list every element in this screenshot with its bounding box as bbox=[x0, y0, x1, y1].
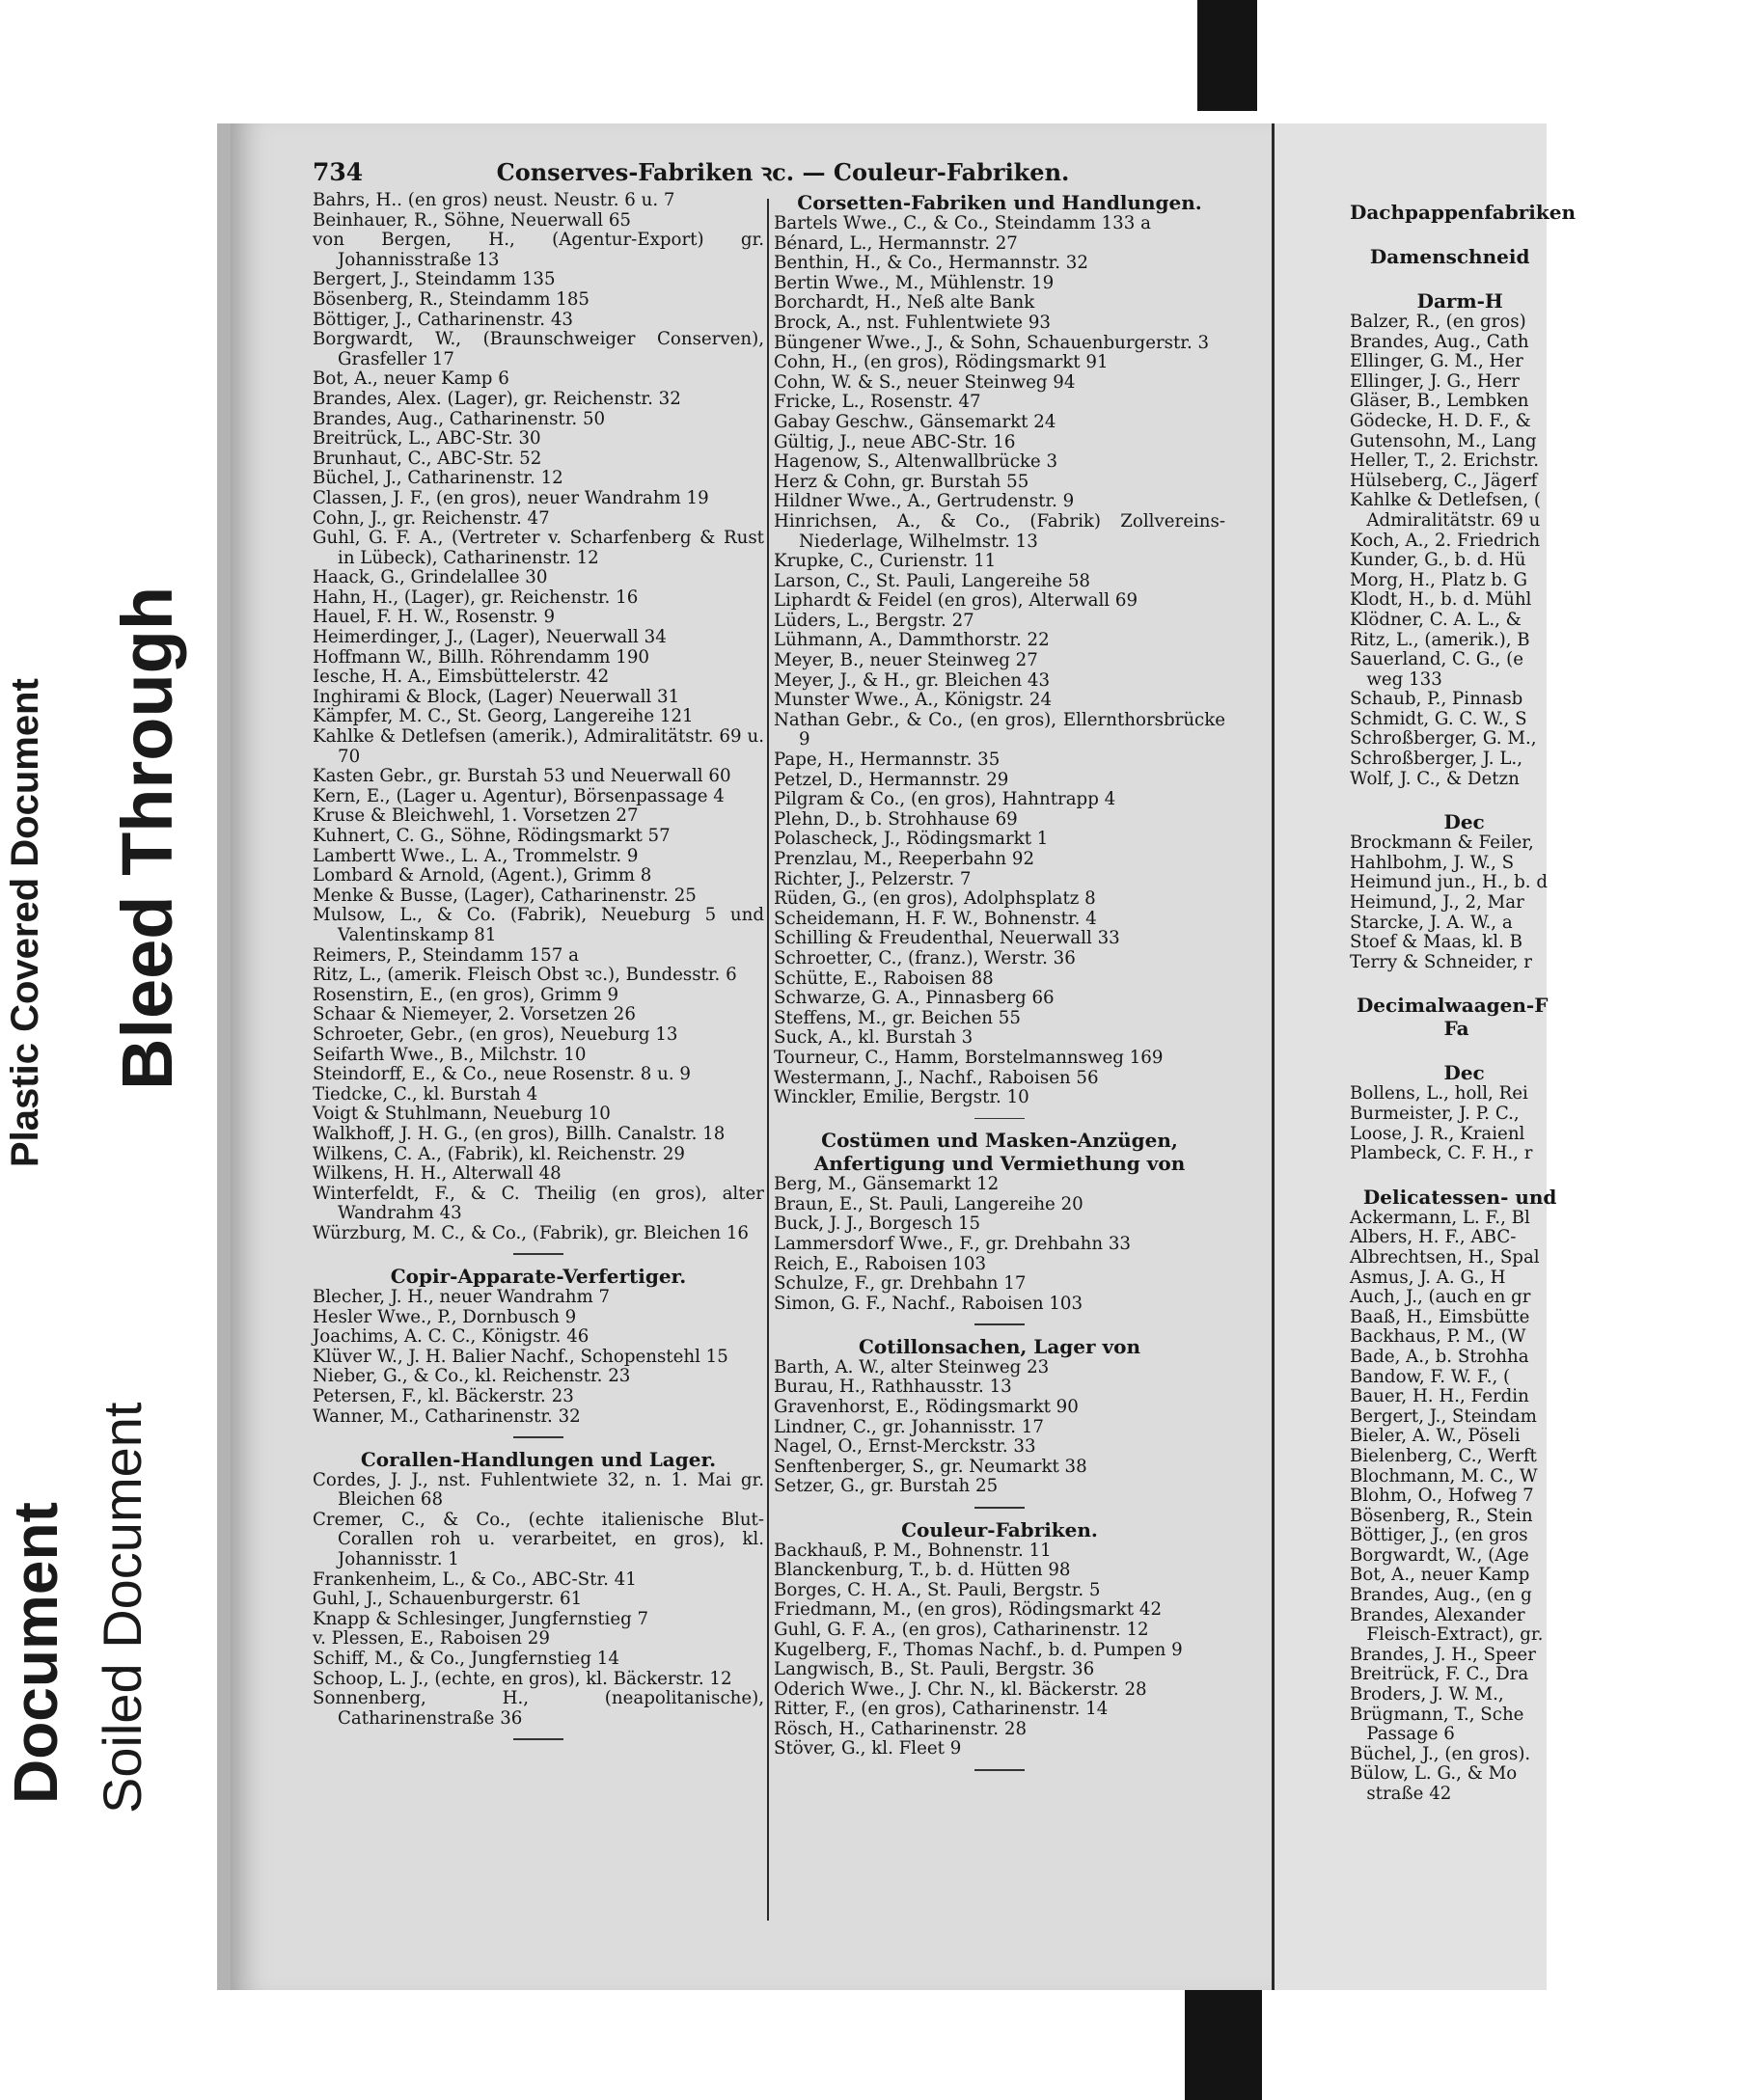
label-document: Document bbox=[1, 1502, 70, 1804]
directory-entry: Cohn, H., (en gros), Rödingsmarkt 91 bbox=[774, 352, 1109, 373]
facing-entry: Brandes, Aug., Cath bbox=[1350, 331, 1529, 352]
facing-entry: Borgwardt, W., (Age bbox=[1350, 1544, 1529, 1566]
label-bleed-through: Bleed Through bbox=[107, 586, 187, 1090]
facing-entry: Bösenberg, R., Stein bbox=[1350, 1505, 1533, 1526]
facing-entry: Passage 6 bbox=[1350, 1724, 1455, 1745]
directory-entry: Lambertt Wwe., L. A., Trommelstr. 9 bbox=[313, 845, 639, 866]
directory-entry: v. Plessen, E., Raboisen 29 bbox=[313, 1628, 550, 1650]
section-divider bbox=[974, 1323, 1025, 1325]
facing-entry: Hülseberg, C., Jägerf bbox=[1350, 470, 1538, 491]
directory-entry: Kuhnert, C. G., Söhne, Rödingsmarkt 57 bbox=[313, 826, 671, 846]
directory-entry: Simon, G. F., Nachf., Raboisen 103 bbox=[774, 1293, 1083, 1314]
directory-entry: Lüders, L., Bergstr. 27 bbox=[774, 610, 974, 631]
facing-entry: Kunder, G., b. d. Hü bbox=[1350, 550, 1526, 571]
directory-entry: Nieber, G., & Co., kl. Reichenstr. 23 bbox=[313, 1366, 631, 1387]
directory-entry: Burau, H., Rathhausstr. 13 bbox=[774, 1377, 1012, 1398]
facing-entry: Breitrück, F. C., Dra bbox=[1350, 1664, 1529, 1685]
directory-entry: Hauel, F. H. W., Rosenstr. 9 bbox=[313, 607, 556, 628]
facing-entry: Böttiger, J., (en gros bbox=[1350, 1525, 1528, 1546]
facing-section-heading: Darm-H bbox=[1350, 289, 1503, 313]
facing-entry: Gläser, B., Lembken bbox=[1350, 391, 1529, 412]
directory-entry: Meyer, J., & H., gr. Bleichen 43 bbox=[774, 669, 1051, 691]
facing-entry: Brügmann, T., Sche bbox=[1350, 1704, 1524, 1725]
directory-entry: Scheidemann, H. F. W., Bohnenstr. 4 bbox=[774, 908, 1097, 929]
directory-entry: Sonnenberg, H., (neapolitanische), Catharinenstraße 36 bbox=[313, 1688, 764, 1729]
directory-entry: Gabay Geschw., Gänsemarkt 24 bbox=[774, 411, 1056, 432]
section-divider bbox=[513, 1253, 563, 1255]
page-number: 734 bbox=[313, 157, 364, 186]
facing-entry: Hahlbohm, J. W., S bbox=[1350, 852, 1515, 873]
facing-entry: Brandes, Aug., (en g bbox=[1350, 1585, 1532, 1606]
directory-entry: Kern, E., (Lager u. Agentur), Börsenpassage 4 bbox=[313, 785, 725, 806]
facing-entry: Terry & Schneider, r bbox=[1350, 951, 1532, 972]
facing-entry: Bülow, L. G., & Mo bbox=[1350, 1763, 1518, 1785]
directory-entry: Inghirami & Block, (Lager) Neuerwall 31 bbox=[313, 686, 680, 707]
facing-entry: Ellinger, J. G., Herr bbox=[1350, 370, 1520, 392]
directory-entry: Polascheck, J., Rödingsmarkt 1 bbox=[774, 829, 1049, 850]
facing-entry: Ellinger, G. M., Her bbox=[1350, 351, 1523, 372]
directory-entry: Rösch, H., Catharinenstr. 28 bbox=[774, 1718, 1028, 1739]
directory-entry: Lühmann, A., Dammthorstr. 22 bbox=[774, 630, 1050, 651]
spacer bbox=[1350, 268, 1755, 289]
facing-page-content bbox=[1350, 201, 1755, 1805]
directory-entry: Cordes, J. J., nst. Fuhlentwiete 32, n. 1. Mai gr. Bleichen 68 bbox=[313, 1469, 764, 1511]
label-soiled-document: Soiled Document bbox=[92, 1402, 152, 1814]
page-edge-bottom bbox=[1185, 1979, 1262, 2100]
directory-entry: Larson, C., St. Pauli, Langereihe 58 bbox=[774, 570, 1091, 591]
spacer bbox=[1350, 224, 1755, 245]
facing-entry: Heimund jun., H., b. d bbox=[1350, 872, 1549, 893]
section-divider bbox=[974, 1118, 1025, 1120]
facing-section-heading: Dachpappenfabriken bbox=[1350, 201, 1577, 224]
directory-entry: Pilgram & Co., (en gros), Hahntrapp 4 bbox=[774, 789, 1116, 810]
directory-entry: Buck, J. J., Borgesch 15 bbox=[774, 1214, 981, 1235]
label-plastic-covered: Plastic Covered Document bbox=[4, 678, 46, 1167]
directory-entry: Büchel, J., Catharinenstr. 12 bbox=[313, 468, 563, 489]
directory-entry: Classen, J. F., (en gros), neuer Wandrahm 19 bbox=[313, 487, 709, 508]
directory-entry: Bot, A., neuer Kamp 6 bbox=[313, 368, 509, 390]
directory-entry: Backhauß, P. M., Bohnenstr. 11 bbox=[774, 1540, 1052, 1561]
facing-entry: Bade, A., b. Strohha bbox=[1350, 1346, 1529, 1367]
directory-entry: Kahlke & Detlefsen (amerik.), Admiralitätstr. 69 u. 70 bbox=[313, 726, 764, 767]
facing-entry: Ritz, L., (amerik.), B bbox=[1350, 629, 1530, 650]
directory-entry: Guhl, G. F. A., (Vertreter v. Scharfenberg & Rust in Lübeck), Catharinenstr. 12 bbox=[313, 528, 764, 568]
directory-entry: Schoop, L. J., (echte, en gros), kl. Bäckerstr. 12 bbox=[313, 1668, 732, 1689]
spacer bbox=[1350, 1164, 1755, 1186]
facing-entry: Balzer, R., (en gros) bbox=[1350, 312, 1526, 332]
directory-entry: Cohn, J., gr. Reichenstr. 47 bbox=[313, 507, 550, 529]
directory-entry: Kruse & Bleichwehl, 1. Vorsetzen 27 bbox=[313, 805, 639, 827]
directory-entry: Senftenberger, S., gr. Neumarkt 38 bbox=[774, 1456, 1087, 1477]
directory-entry: Haack, G., Grindelallee 30 bbox=[313, 567, 548, 588]
directory-entry: Böttiger, J., Catharinenstr. 43 bbox=[313, 309, 574, 330]
directory-entry: Rosenstirn, E., (en gros), Grimm 9 bbox=[313, 984, 619, 1005]
running-title: Conserves-Fabriken ꝛc. — Couleur-Fabriken. bbox=[496, 157, 1070, 186]
section-heading: Corallen-Handlungen und Lager. bbox=[360, 1447, 717, 1471]
directory-entry: Reich, E., Raboisen 103 bbox=[774, 1253, 987, 1274]
directory-entry: Mulsow, L., & Co. (Fabrik), Neueburg 5 und Valentinskamp 81 bbox=[313, 905, 764, 945]
facing-entry: Bieler, A. W., Pöseli bbox=[1350, 1426, 1521, 1447]
directory-entry: Kasten Gebr., gr. Burstah 53 und Neuerwall 60 bbox=[313, 766, 731, 787]
facing-entry: Wolf, J. C., & Detzn bbox=[1350, 768, 1520, 789]
spacer bbox=[1350, 1040, 1755, 1061]
facing-entry: Klödner, C. A. L., & bbox=[1350, 609, 1522, 630]
facing-section-heading: Dec bbox=[1350, 810, 1485, 834]
directory-entry: Tourneur, C., Hamm, Borstelmannsweg 169 bbox=[774, 1047, 1164, 1068]
directory-entry: Lammersdorf Wwe., F., gr. Drehbahn 33 bbox=[774, 1234, 1131, 1254]
directory-entry: Guhl, J., Schauenburgerstr. 61 bbox=[313, 1589, 583, 1610]
facing-entry: weg 133 bbox=[1350, 668, 1442, 690]
directory-entry: Winterfeldt, F., & C. Theilig (en gros), alter Wandrahm 43 bbox=[313, 1183, 764, 1224]
directory-entry: Beinhauer, R., Söhne, Neuerwall 65 bbox=[313, 209, 631, 231]
facing-entry: Heller, T., 2. Erichstr. bbox=[1350, 450, 1540, 472]
directory-entry: Herz & Cohn, gr. Burstah 55 bbox=[774, 471, 1029, 492]
directory-entry: Brandes, Aug., Catharinenstr. 50 bbox=[313, 408, 606, 429]
directory-entry: Frankenheim, L., & Co., ABC-Str. 41 bbox=[313, 1568, 637, 1590]
facing-entry: Büchel, J., (en gros). bbox=[1350, 1743, 1531, 1764]
directory-entry: Westermann, J., Nachf., Raboisen 56 bbox=[774, 1067, 1099, 1088]
section-divider bbox=[513, 1738, 563, 1740]
spacer bbox=[1350, 789, 1755, 810]
facing-entry: Schmidt, G. C. W., S bbox=[1350, 708, 1527, 729]
facing-entry: Heimund, J., 2, Mar bbox=[1350, 892, 1524, 914]
directory-entry: Hoffmann W., Billh. Röhrendamm 190 bbox=[313, 646, 649, 668]
directory-entry: Brock, A., nst. Fuhlentwiete 93 bbox=[774, 312, 1051, 333]
directory-entry: Voigt & Stuhlmann, Neueburg 10 bbox=[313, 1104, 611, 1125]
directory-entry: Braun, E., St. Pauli, Langereihe 20 bbox=[774, 1193, 1083, 1214]
facing-entry: Auch, J., (auch en gr bbox=[1350, 1287, 1531, 1308]
directory-entry: Iesche, H. A., Eimsbüttelerstr. 42 bbox=[313, 667, 610, 688]
margin-labels bbox=[0, 0, 207, 2100]
facing-entry: Burmeister, J. P. C., bbox=[1350, 1104, 1520, 1124]
directory-entry: Schütte, E., Raboisen 88 bbox=[774, 968, 994, 989]
directory-entry: Suck, A., kl. Burstah 3 bbox=[774, 1027, 973, 1049]
facing-entry: Stoef & Maas, kl. B bbox=[1350, 932, 1522, 953]
facing-entry: Bielenberg, C., Werft bbox=[1350, 1445, 1537, 1466]
directory-entry: Borchardt, H., Neß alte Bank bbox=[774, 292, 1035, 314]
directory-entry: Setzer, G., gr. Burstah 25 bbox=[774, 1476, 999, 1497]
directory-entry: Bartels Wwe., C., & Co., Steindamm 133 a bbox=[774, 213, 1151, 233]
directory-entry: Richter, J., Pelzerstr. 7 bbox=[774, 868, 972, 889]
facing-entry: Backhaus, P. M., (W bbox=[1350, 1326, 1526, 1348]
directory-entry: Oderich Wwe., J. Chr. N., kl. Bäckerstr. 28 bbox=[774, 1678, 1147, 1700]
section-heading: Costümen und Masken-Anzügen, bbox=[821, 1129, 1178, 1153]
directory-entry: Bergert, J., Steindamm 135 bbox=[313, 269, 556, 290]
facing-entry: Admiralitätstr. 69 u bbox=[1350, 509, 1541, 531]
directory-entry: Fricke, L., Rosenstr. 47 bbox=[774, 392, 981, 413]
directory-entry: Menke & Busse, (Lager), Catharinenstr. 25 bbox=[313, 885, 697, 906]
directory-entry: Hesler Wwe., P., Dornbusch 9 bbox=[313, 1306, 577, 1327]
facing-entry: Brockmann & Feiler, bbox=[1350, 832, 1534, 854]
facing-entry: Bauer, H. H., Ferdin bbox=[1350, 1386, 1529, 1407]
facing-section-heading: Damenschneid bbox=[1350, 245, 1530, 268]
directory-entry: Krupke, C., Curienstr. 11 bbox=[774, 551, 997, 572]
section-heading: Copir-Apparate-Verfertiger. bbox=[390, 1264, 687, 1288]
facing-entry: Brandes, J. H., Speer bbox=[1350, 1644, 1536, 1665]
facing-entry: Blohm, O., Hofweg 7 bbox=[1350, 1486, 1534, 1507]
facing-section-heading: Decimalwaagen-F bbox=[1350, 994, 1549, 1018]
directory-entry: Wanner, M., Catharinenstr. 32 bbox=[313, 1405, 581, 1427]
directory-entry: Büngener Wwe., J., & Sohn, Schauenburgerstr. 3 bbox=[774, 332, 1210, 353]
column-divider bbox=[767, 199, 769, 1921]
directory-entry: Hagenow, S., Altenwallbrücke 3 bbox=[774, 451, 1058, 473]
directory-entry: Wilkens, H. H., Alterwall 48 bbox=[313, 1163, 562, 1185]
directory-entry: Heimerdinger, J., (Lager), Neuerwall 34 bbox=[313, 627, 667, 648]
directory-entry: Breitrück, L., ABC-Str. 30 bbox=[313, 428, 541, 450]
right-column bbox=[774, 191, 1225, 1781]
directory-entry: Brandes, Alex. (Lager), gr. Reichenstr. 32 bbox=[313, 388, 681, 409]
facing-entry: Starcke, J. A. W., a bbox=[1350, 912, 1513, 933]
section-heading: Anfertigung und Vermiethung von bbox=[813, 1152, 1186, 1176]
directory-entry: Cremer, C., & Co., (echte italienische Blut-Corallen roh u. verarbeitet, en gros), kl. Johannisstr. 1 bbox=[313, 1509, 764, 1569]
facing-entry: Baaß, H., Eimsbütte bbox=[1350, 1306, 1530, 1327]
section-divider bbox=[513, 1436, 563, 1438]
directory-entry: Barth, A. W., alter Steinweg 23 bbox=[774, 1356, 1050, 1377]
directory-entry: Klüver W., J. H. Balier Nachf., Schopenstehl 15 bbox=[313, 1346, 728, 1367]
facing-entry: Broders, J. W. M., bbox=[1350, 1684, 1504, 1705]
facing-entry: Morg, H., Platz b. G bbox=[1350, 569, 1527, 590]
directory-entry: Rüden, G., (en gros), Adolphsplatz 8 bbox=[774, 888, 1096, 910]
directory-entry: Meyer, B., neuer Steinweg 27 bbox=[774, 650, 1038, 671]
facing-entry: Sauerland, C. G., (e bbox=[1350, 649, 1523, 670]
left-column bbox=[313, 191, 764, 1750]
facing-entry: Bollens, L., holl, Rei bbox=[1350, 1083, 1528, 1105]
directory-entry: Schilling & Freudenthal, Neuerwall 33 bbox=[774, 928, 1120, 949]
directory-entry: Bertin Wwe., M., Mühlenstr. 19 bbox=[774, 272, 1055, 293]
facing-entry: Gutensohn, M., Lang bbox=[1350, 430, 1537, 451]
facing-entry: Fleisch-Extract), gr. bbox=[1350, 1624, 1544, 1646]
directory-entry: Langwisch, B., St. Pauli, Bergstr. 36 bbox=[774, 1659, 1095, 1680]
directory-entry: Gravenhorst, E., Rödingsmarkt 90 bbox=[774, 1397, 1079, 1418]
page-header bbox=[313, 152, 1234, 191]
directory-entry: Gültig, J., neue ABC-Str. 16 bbox=[774, 431, 1016, 452]
directory-entry: Borges, C. H. A., St. Pauli, Bergstr. 5 bbox=[774, 1579, 1101, 1600]
directory-entry: Petersen, F., kl. Bäckerstr. 23 bbox=[313, 1385, 574, 1406]
directory-entry: Schiff, M., & Co., Jungfernstieg 14 bbox=[313, 1648, 619, 1669]
section-heading: Cotillonsachen, Lager von bbox=[858, 1334, 1141, 1358]
directory-entry: Berg, M., Gänsemarkt 12 bbox=[774, 1174, 1000, 1195]
facing-section-heading: Fa bbox=[1350, 1017, 1469, 1041]
facing-entry: Kahlke & Detlefsen, ( bbox=[1350, 490, 1541, 511]
directory-page bbox=[217, 123, 1277, 1990]
facing-entry: Albrechtsen, H., Spal bbox=[1350, 1246, 1540, 1268]
facing-entry: Plambeck, C. F. H., r bbox=[1350, 1143, 1533, 1164]
directory-entry: Cohn, W. & S., neuer Steinweg 94 bbox=[774, 371, 1076, 393]
directory-entry: Plehn, D., b. Strohhause 69 bbox=[774, 808, 1018, 830]
directory-entry: Hinrichsen, A., & Co., (Fabrik) Zollvereins-Niederlage, Wilhelmstr. 13 bbox=[774, 510, 1225, 552]
directory-entry: Friedmann, M., (en gros), Rödingsmarkt 42 bbox=[774, 1599, 1163, 1621]
directory-entry: Würzburg, M. C., & Co., (Fabrik), gr. Bleichen 16 bbox=[313, 1222, 749, 1243]
directory-entry: Stöver, G., kl. Fleet 9 bbox=[774, 1738, 962, 1759]
facing-entry: Schroßberger, G. M., bbox=[1350, 728, 1537, 750]
facing-entry: Koch, A., 2. Friedrich bbox=[1350, 530, 1541, 551]
directory-entry: Benthin, H., & Co., Hermannstr. 32 bbox=[774, 253, 1088, 274]
facing-entry: Schroßberger, J. L., bbox=[1350, 749, 1522, 770]
directory-entry: Hahn, H., (Lager), gr. Reichenstr. 16 bbox=[313, 586, 639, 608]
directory-entry: Blanckenburg, T., b. d. Hütten 98 bbox=[774, 1560, 1071, 1581]
directory-entry: Schwarze, G. A., Pinnasberg 66 bbox=[774, 988, 1055, 1009]
directory-entry: Schaar & Niemeyer, 2. Vorsetzen 26 bbox=[313, 1004, 636, 1025]
directory-entry: Kugelberg, F., Thomas Nachf., b. d. Pumpen 9 bbox=[774, 1639, 1183, 1660]
spacer bbox=[1350, 972, 1755, 994]
section-divider bbox=[974, 1769, 1025, 1771]
page-edge-top bbox=[1197, 0, 1257, 111]
facing-page bbox=[1272, 123, 1577, 1990]
directory-entry: Joachims, A. C. C., Königstr. 46 bbox=[313, 1326, 590, 1348]
facing-entry: straße 42 bbox=[1350, 1784, 1452, 1804]
directory-entry: Steindorff, E., & Co., neue Rosenstr. 8 u. 9 bbox=[313, 1064, 691, 1085]
directory-entry: Ritz, L., (amerik. Fleisch Obst ꝛc.), Bundesstr. 6 bbox=[313, 965, 737, 986]
facing-entry: Blochmann, M. C., W bbox=[1350, 1465, 1538, 1486]
directory-entry: Nathan Gebr., & Co., (en gros), Ellernthorsbrücke 9 bbox=[774, 709, 1225, 750]
facing-entry: Schaub, P., Pinnasb bbox=[1350, 689, 1523, 710]
directory-entry: Walkhoff, J. H. G., (en gros), Billh. Canalstr. 18 bbox=[313, 1123, 726, 1144]
directory-entry: Prenzlau, M., Reeperbahn 92 bbox=[774, 849, 1035, 869]
facing-entry: Ackermann, L. F., Bl bbox=[1350, 1207, 1530, 1228]
directory-entry: Liphardt & Feidel (en gros), Alterwall 69 bbox=[774, 590, 1138, 612]
directory-entry: Knapp & Schlesinger, Jungfernstieg 7 bbox=[313, 1608, 649, 1629]
directory-entry: Schroeter, Gebr., (en gros), Neueburg 13 bbox=[313, 1023, 678, 1045]
directory-entry: Lindner, C., gr. Johannisstr. 17 bbox=[774, 1416, 1044, 1437]
facing-section-heading: Delicatessen- und bbox=[1350, 1185, 1557, 1209]
section-divider bbox=[974, 1507, 1025, 1509]
directory-entry: Bahrs, H.. (en gros) neust. Neustr. 6 u. 7 bbox=[313, 190, 675, 210]
directory-entry: Schroetter, C., (franz.), Werstr. 36 bbox=[774, 947, 1076, 968]
facing-entry: Asmus, J. A. G., H bbox=[1350, 1267, 1506, 1288]
facing-entry: Klodt, H., b. d. Mühl bbox=[1350, 589, 1532, 611]
facing-entry: Albers, H. F., ABC- bbox=[1350, 1227, 1517, 1248]
facing-entry: Loose, J. R., Kraienl bbox=[1350, 1123, 1525, 1144]
directory-entry: Bénard, L., Hermannstr. 27 bbox=[774, 232, 1018, 254]
directory-entry: Borgwardt, W., (Braunschweiger Conserven), Grasfeller 17 bbox=[313, 329, 764, 369]
directory-entry: von Bergen, H., (Agentur-Export) gr. Johannisstraße 13 bbox=[313, 230, 764, 270]
directory-entry: Nagel, O., Ernst-Merckstr. 33 bbox=[774, 1436, 1036, 1458]
section-heading: Corsetten-Fabriken und Handlungen. bbox=[797, 191, 1202, 214]
directory-entry: Blecher, J. H., neuer Wandrahm 7 bbox=[313, 1286, 611, 1307]
directory-entry: Reimers, P., Steindamm 157 a bbox=[313, 944, 579, 966]
facing-entry: Bergert, J., Steindam bbox=[1350, 1405, 1537, 1427]
directory-entry: Ritter, F., (en gros), Catharinenstr. 14 bbox=[774, 1699, 1109, 1720]
section-heading: Couleur-Fabriken. bbox=[901, 1517, 1098, 1541]
directory-entry: Steffens, M., gr. Beichen 55 bbox=[774, 1007, 1021, 1028]
directory-entry: Hildner Wwe., A., Gertrudenstr. 9 bbox=[774, 491, 1075, 512]
directory-entry: Bösenberg, R., Steindamm 185 bbox=[313, 288, 590, 310]
facing-entry: Gödecke, H. D. F., & bbox=[1350, 410, 1531, 431]
directory-entry: Petzel, D., Hermannstr. 29 bbox=[774, 769, 1009, 790]
facing-entry: Brandes, Alexander bbox=[1350, 1604, 1525, 1625]
directory-entry: Kämpfer, M. C., St. Georg, Langereihe 121 bbox=[313, 706, 694, 727]
directory-entry: Munster Wwe., A., Königstr. 24 bbox=[774, 690, 1053, 711]
page-content bbox=[313, 152, 1234, 1966]
directory-entry: Brunhaut, C., ABC-Str. 52 bbox=[313, 448, 542, 469]
directory-entry: Pape, H., Hermannstr. 35 bbox=[774, 750, 1001, 771]
directory-entry: Lombard & Arnold, (Agent.), Grimm 8 bbox=[313, 865, 652, 886]
directory-entry: Guhl, G. F. A., (en gros), Catharinenstr. 12 bbox=[774, 1619, 1149, 1640]
directory-entry: Winckler, Emilie, Bergstr. 10 bbox=[774, 1087, 1029, 1108]
facing-section-heading: Dec bbox=[1350, 1061, 1485, 1085]
directory-entry: Wilkens, C. A., (Fabrik), kl. Reichenstr. 29 bbox=[313, 1143, 685, 1164]
directory-entry: Schulze, F., gr. Drehbahn 17 bbox=[774, 1273, 1027, 1295]
facing-entry: Bot, A., neuer Kamp bbox=[1350, 1565, 1530, 1586]
directory-entry: Seifarth Wwe., B., Milchstr. 10 bbox=[313, 1044, 587, 1065]
directory-entry: Tiedcke, C., kl. Burstah 4 bbox=[313, 1083, 538, 1105]
facing-entry: Bandow, F. W. F., ( bbox=[1350, 1366, 1511, 1387]
